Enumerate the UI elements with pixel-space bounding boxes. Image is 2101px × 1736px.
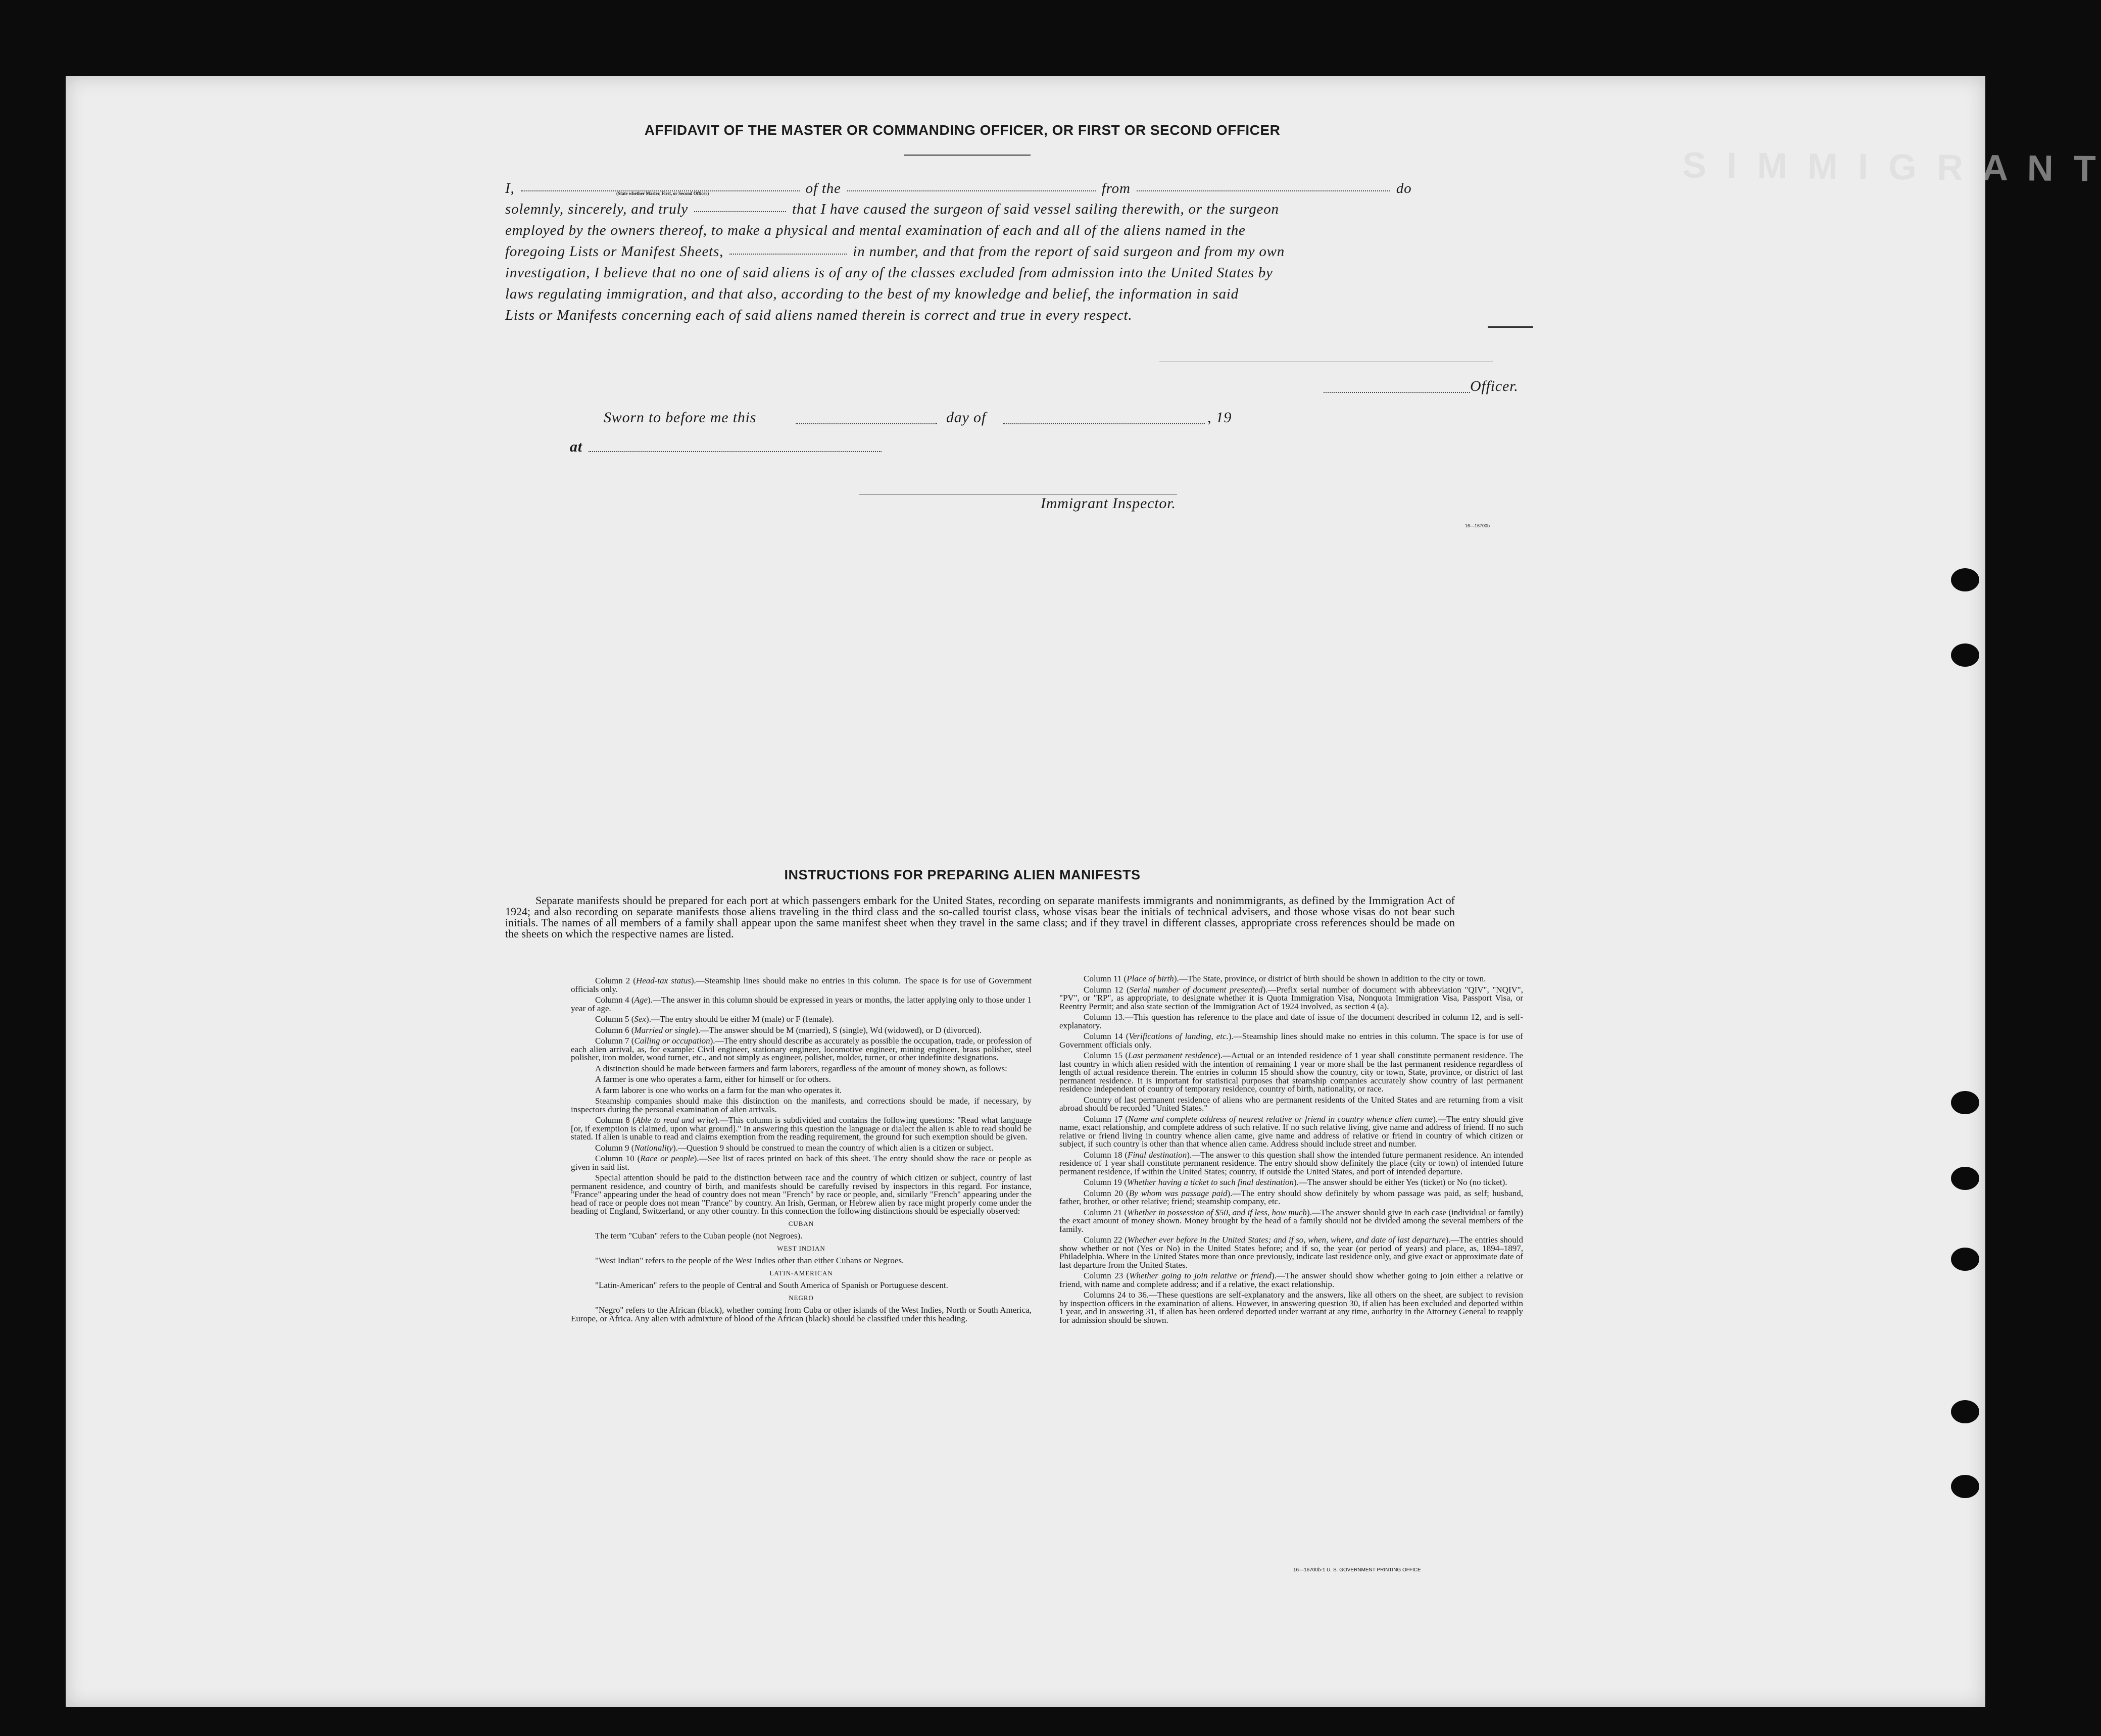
text: ).—This column is subdivided and contains the following questions: "Read what language [or, if exemption is claimed, upon what ground]." In answering this question the language or dialect the alien is able to read should be stated. If alien is unable to read and claims exemption from the reading requirement, the ground for such exemption should be given. [571, 1115, 1032, 1142]
text: Column 8 ( [595, 1115, 636, 1125]
negro-heading: NEGRO [789, 1294, 814, 1302]
text: Verifications of landing, etc. [1129, 1031, 1229, 1041]
text: ).—The State, province, or district of birth should be shown in addition to the city or town. [1174, 974, 1486, 983]
text: Column 23 ( [1084, 1271, 1130, 1280]
col-21-text [1059, 1209, 1523, 1234]
instructions-left-column [571, 977, 1032, 1325]
text: ).—The entry should be either M (male) or F (female). [646, 1014, 834, 1024]
text: Column 4 ( [595, 995, 634, 1005]
latin-american-text: "Latin-American" refers to the people of Central and South America of Spanish or Portuguese descent. [595, 1280, 948, 1290]
sworn-day-blank[interactable] [796, 423, 937, 424]
bleed-through-stamp: S I M M I G R A N T [1682, 145, 2101, 189]
text-segment: that I have caused the surgeon of said vessel sailing therewith, or the surgeon [792, 201, 1279, 217]
text: Column 20 ( [1084, 1188, 1129, 1198]
text: Column 9 ( [595, 1143, 634, 1153]
text: Able to read and write [635, 1115, 715, 1125]
col-20-text [1059, 1189, 1523, 1206]
vessel-name-blank[interactable] [845, 183, 1098, 193]
text: Nationality [634, 1143, 673, 1153]
instructions-right-column [1059, 975, 1523, 1327]
text: Column 22 ( [1084, 1235, 1128, 1245]
col-2-text [571, 977, 1032, 994]
text-segment: solemnly, sincerely, and truly [505, 201, 689, 217]
text: Calling or occupation [634, 1036, 710, 1046]
instructions-title: INSTRUCTIONS FOR PREPARING ALIEN MANIFESTS [784, 867, 1141, 882]
text: Column 13. [1084, 1012, 1125, 1022]
word-i: I, [505, 180, 515, 196]
text: Column 14 ( [1084, 1031, 1129, 1041]
text: By whom was passage paid [1129, 1188, 1228, 1198]
text-segment: in number, and that from the report of said surgeon and from my own [853, 243, 1285, 260]
text: ).—See list of races printed on back of this sheet. The entry should show the race or people as given in said list. [571, 1154, 1032, 1172]
text: ).—Question 9 should be construed to mean the country of which alien is a citizen or subject. [672, 1143, 994, 1153]
col-12-text [1059, 986, 1523, 1011]
negro-text: "Negro" refers to the African (black), whether coming from Cuba or other islands of the West Indies, North or South America, Europe, or Africa. Any alien with admixture of blood of the African (black) should be classified under this heading. [571, 1305, 1032, 1323]
year-label: , 19 [1207, 409, 1232, 426]
officer-rank-note: (State whether Master, First, or Second Officer) [616, 191, 709, 196]
col-13-text [1059, 1013, 1523, 1030]
steamship-text: Steamship companies should make this distinction on the manifests, and corrections should be made, if necessary, by inspectors during the personal examination of alien arrivals. [571, 1096, 1032, 1114]
col-19-text [1059, 1178, 1523, 1187]
word-from: from [1101, 180, 1131, 196]
text: —This question has reference to the place and date of issue of the document described in column 12, and is self-explanatory. [1059, 1012, 1523, 1030]
west-indian-text: "West Indian" refers to the people of the West Indies other than either Cubans or Negroes. [595, 1256, 904, 1265]
punch-hole [1951, 1091, 1979, 1114]
text: Whether having a ticket to such final destination [1127, 1177, 1294, 1187]
col-24-36-text [1059, 1291, 1523, 1324]
officer-title-blank[interactable] [1324, 392, 1470, 393]
oath-blank[interactable] [692, 204, 788, 214]
text: Final destination [1128, 1150, 1187, 1160]
col-9-text [571, 1144, 1032, 1153]
text: ).—The answer should be either Yes (ticket) or No (no ticket). [1293, 1177, 1507, 1187]
affidavit-line-3: employed by the owners thereof, to make a physical and mental examination of each and all of the aliens named in the [505, 222, 1246, 238]
cuban-text: The term "Cuban" refers to the Cuban people (not Negroes). [595, 1231, 803, 1241]
text: Column 6 ( [595, 1025, 634, 1035]
text: Age [634, 995, 648, 1005]
text: ).—The entry should show definitely by whom passage was paid, as self; husband, father, brother, or other relative; friend; steamship company, etc. [1059, 1188, 1523, 1206]
punch-hole [1951, 1248, 1979, 1271]
text: ).—The entry should describe as accurately as possible the occupation, trade, or profession of each alien arrival, as, for example: Civil engineer, stationary engineer, locomotive engineer, mining engineer, brass polisher, steel polisher, iron molder, wood turner, etc., and not simply as engineer, polisher, molder, turner, or other indefinite designations. [571, 1036, 1032, 1062]
printing-office-footer: 16—16700b-1 U. S. GOVERNMENT PRINTING OFFICE [1293, 1567, 1421, 1573]
col-15-text [1059, 1052, 1523, 1094]
sworn-month-blank[interactable] [1003, 423, 1205, 424]
text: ).—The answer in this column should be expressed in years or months, the latter applying only to those under 1 year of age. [571, 995, 1032, 1013]
text: Column 2 ( [595, 976, 636, 985]
text: Head-tax status [636, 976, 691, 985]
text: ).—Prefix serial number of document with abbreviation "QIV", "NQIV", "PV", or "RP", as appropriate, to designate whether it is Quota Immigration Visa, Nonquota Immigration Visa, Passport Visa, or Reentry Permit; and also state section of the Immigration Act of 1924 involved, as section 4 (a). [1059, 984, 1523, 1011]
text: Column 12 ( [1084, 984, 1130, 995]
text: Column 18 ( [1084, 1150, 1128, 1160]
text: Column 11 ( [1084, 974, 1127, 983]
text: ).—The entry should give name, exact relationship, and complete address of such relative. If no such relative living, give name and address of friend. If no such relative or friend living in country whence alien came, give name and address of relative or friend in country of which citizen or subject, if such country is other than that whence alien came. Address should include street and number. [1059, 1114, 1523, 1149]
text: ).—Steamship lines should make no entries in this column. The space is for use of Government officials only. [571, 976, 1032, 994]
col-14-text [1059, 1032, 1523, 1049]
punch-hole [1951, 1167, 1979, 1190]
day-of-label: day of [946, 409, 986, 426]
text: Column 15 ( [1084, 1051, 1129, 1060]
col-22-text [1059, 1236, 1523, 1269]
text: Column 19 ( [1084, 1177, 1127, 1187]
officer-label: Officer. [1470, 378, 1519, 394]
affidavit-line-6: laws regulating immigration, and that also, according to the best of my knowledge and belief, the information in said [505, 286, 1239, 302]
text: Whether going to join relative or friend [1129, 1271, 1272, 1280]
text: Name and complete address of nearest relative or friend in country whence alien came [1128, 1114, 1433, 1124]
text: ).—The answer should give in each case (individual or family) the exact amount of money shown. Money brought by the head of a family should not be divided among the several members of the family. [1059, 1207, 1523, 1234]
text: Column 5 ( [595, 1014, 634, 1024]
text: Column 17 ( [1084, 1114, 1129, 1124]
title-rule [904, 155, 1031, 156]
farmer-text: A farmer is one who operates a farm, either for himself or for others. [595, 1074, 831, 1084]
col-6-text [571, 1026, 1032, 1035]
text: Column 21 ( [1084, 1207, 1128, 1217]
text: ).—Steamship lines should make no entries in this column. The space is for use of Government officials only. [1059, 1031, 1524, 1050]
affidavit-line-2 [505, 199, 1455, 220]
affidavit-line-5: investigation, I believe that no one of said aliens is of any of the classes excluded from admission into the United States by [505, 265, 1273, 281]
col-7-text [571, 1037, 1032, 1062]
text: Place of birth [1127, 974, 1174, 983]
punch-hole [1951, 1475, 1979, 1498]
word-do: do [1396, 180, 1412, 196]
distinction-text: A distinction should be made between farmers and farm laborers, regardless of the amount of money shown, as follows: [595, 1063, 1007, 1073]
cuban-heading: CUBAN [788, 1219, 814, 1227]
col-23-text [1059, 1272, 1523, 1288]
text: Whether in possession of $50, and if less, how much [1127, 1207, 1307, 1217]
col-4-text [571, 996, 1032, 1013]
text: Last permanent residence [1128, 1051, 1218, 1060]
form-number: 16—16700b [1465, 523, 1490, 528]
col-10-text [571, 1155, 1032, 1171]
latin-american-heading: LATIN-AMERICAN [769, 1269, 833, 1277]
text: Married or single [634, 1025, 696, 1035]
text: Whether ever before in the United States; and if so, when, where, and date of last departure [1127, 1235, 1446, 1245]
text: ).—The entries should show whether or not (Yes or No) in the United States before; and if so, the year (or period of years) and place, as, 1894–1897, Philadelphia. Where in the United States more than once previously, indicate last residence only, and give exact or approximate date of last departure from the United States. [1059, 1235, 1523, 1270]
text-segment: foregoing Lists or Manifest Sheets, [505, 243, 724, 260]
instructions-intro: Separate manifests should be prepared for each port at which passengers embark for the United States, recording on separate manifests immigrants and nonimmigrants, as defined by the Immigration Act of 1924; and also recording on separate manifests those aliens traveling in the third class and the so-called tourist class, whose visas bear the initials of technical advisers, and those whose visas do not bear such initials. The names of all members of a family shall appear upon the same manifest sheet when they travel in the same class; and if they travel in different classes, appropriate cross references should be made on the sheets on which the respective names are listed. [505, 894, 1455, 940]
text: Race or people [640, 1154, 694, 1163]
col-8-text [571, 1116, 1032, 1142]
text: —These questions are self-explanatory and the answers, like all others on the sheet, are subject to revision by inspection officers in the examination of aliens. However, in answering question 30, if alien has been excluded and deported within 1 year, and in answering 31, if alien has been ordered deported under warrant at any time, authority in the Attorney General to reapply for admission should be shown. [1059, 1290, 1523, 1325]
special-attention-text: Special attention should be paid to the distinction between race and the country of which citizen or subject, country of last permanent residence, and country of birth, and manifests should be carefully revised by inspectors in this regard. For instance, "France" appearing under the head of country does not mean "French" by race or people, and, similarly "French" appearing under the head of race or people does not mean "France" by country. An Irish, German, or Hebrew alien by race might properly come under the heading of England, Switzerland, or any other country. In this connection the following distinctions should be especially observed: [571, 1173, 1032, 1216]
punch-hole [1951, 568, 1979, 591]
affidavit-line-4 [505, 241, 1455, 262]
text: Serial number of document presented [1129, 984, 1263, 995]
punch-hole [1951, 1400, 1979, 1423]
text: ).—The answer should be M (married), S (single), Wd (widowed), or D (divorced). [695, 1025, 982, 1035]
text: Columns 24 to 36. [1084, 1290, 1149, 1300]
affidavit-line-7: Lists or Manifests concerning each of said aliens named therein is correct and true in every respect. [505, 307, 1133, 323]
west-indian-heading: WEST INDIAN [777, 1244, 825, 1252]
text: Column 7 ( [595, 1036, 634, 1046]
col-5-text [571, 1015, 1032, 1024]
col-11-text [1059, 975, 1523, 983]
col-17-text [1059, 1115, 1523, 1149]
text: ).—The answer to this question shall show the intended future permanent residence. An intended residence of 1 year shall constitute permanent residence. The entry should show definitely the place (city or town) of intended future permanent residence, if within the United States; country, if outside the United States, and port of intended departure. [1059, 1150, 1523, 1176]
laborer-text: A farm laborer is one who works on a farm for the man who operates it. [595, 1085, 842, 1095]
country-residence-text: Country of last permanent residence of aliens who are permanent residents of the United States and are returning from a visit abroad should be recorded "United States." [1059, 1095, 1523, 1113]
affidavit-title: AFFIDAVIT OF THE MASTER OR COMMANDING OFFICER, OR FIRST OR SECOND OFFICER [644, 122, 1281, 138]
at-label: at [570, 438, 582, 455]
text: Column 10 ( [595, 1154, 641, 1163]
port-from-blank[interactable] [1135, 183, 1392, 193]
place-blank[interactable] [589, 451, 882, 452]
text: Sex [634, 1014, 647, 1024]
text: ).—The answer should show whether going to join either a relative or friend, with name and complete address; and if a relative, the exact relationship. [1059, 1271, 1523, 1289]
punch-hole [1951, 643, 1979, 667]
inspector-label: Immigrant Inspector. [1041, 495, 1176, 512]
sworn-label: Sworn to before me this [604, 409, 757, 426]
alien-count-blank[interactable] [727, 246, 849, 256]
text: ).—Actual or an intended residence of 1 year shall constitute permanent residence. The last country in which alien resided with the intention of remaining 1 year or more shall be the last permanent residence regardless of length of actual residence therein. The entries in column 15 should show the country, city or town, State, province, or district of last permanent residence. It is important for statistical purposes that steamship companies accurately show country of last permanent residence independent of country of temporary residence, country of birth, nationality, or race. [1059, 1051, 1523, 1094]
col-18-text [1059, 1151, 1523, 1176]
pen-mark [1488, 326, 1533, 328]
word-of-the: of the [805, 180, 841, 196]
